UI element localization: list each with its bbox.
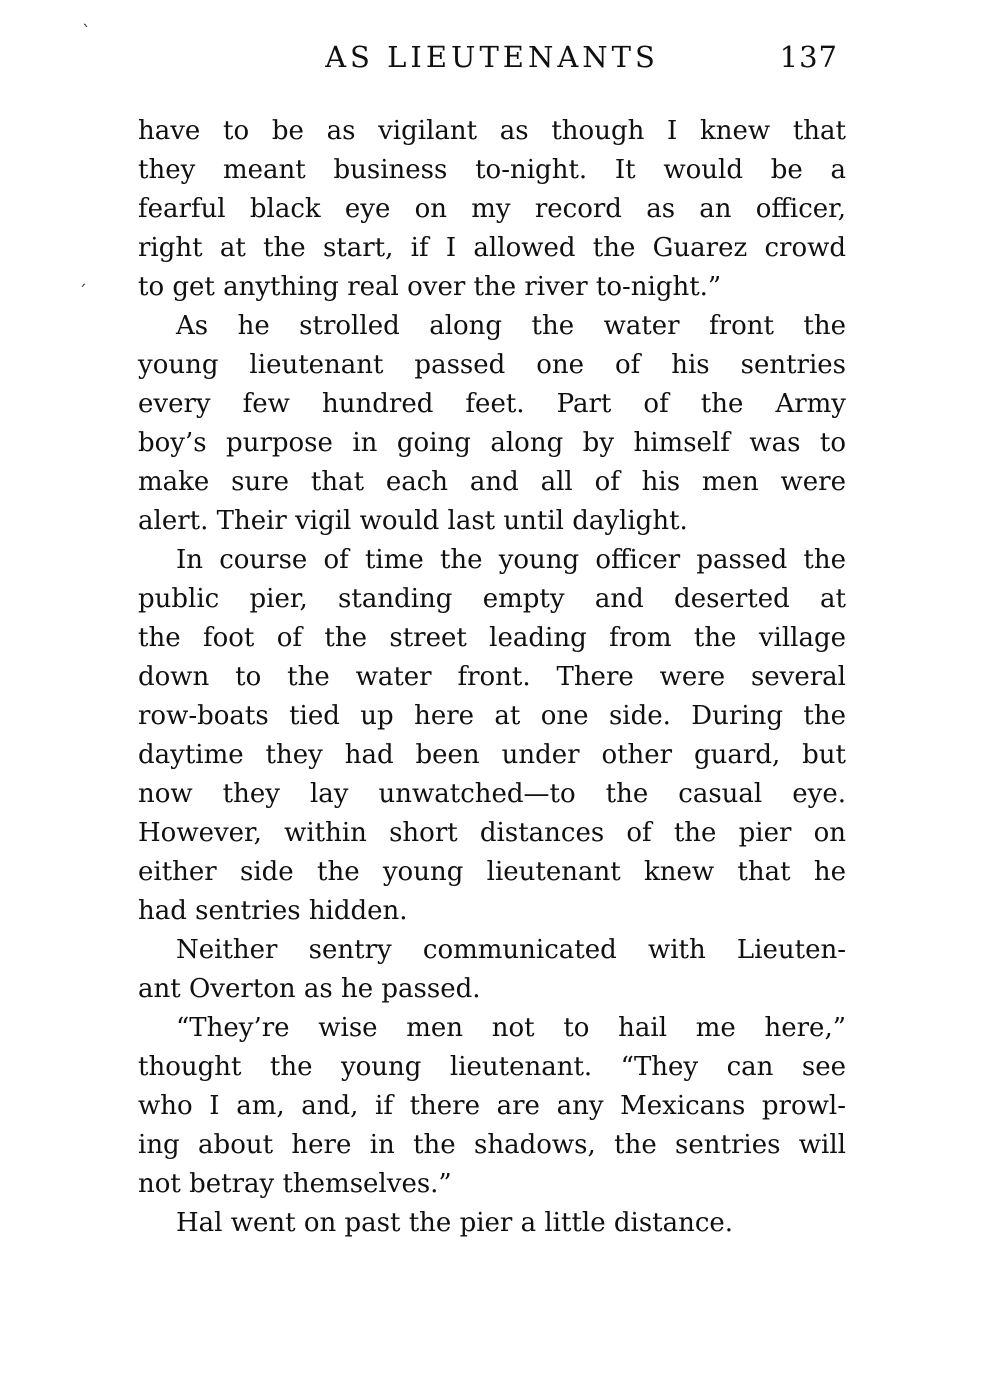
text-line: they meant business to-night. It would be a — [138, 155, 846, 185]
text-line: to get anything real over the river to-night.” — [138, 272, 722, 302]
text-line: right at the start, if I allowed the Guarez crowd — [138, 233, 846, 263]
paragraph — [138, 307, 846, 541]
text-line: the foot of the street leading from the village — [138, 623, 846, 653]
text-line: now they lay unwatched—to the casual eye. — [138, 779, 846, 809]
paragraph — [138, 1204, 846, 1243]
running-title: AS LIEUTENANTS — [325, 40, 659, 74]
text-line: every few hundred feet. Part of the Army — [138, 389, 846, 419]
text-line: had sentries hidden. — [138, 896, 408, 926]
scan-artifact: ´ — [78, 282, 87, 303]
text-line: who I am, and, if there are any Mexicans prowl- — [138, 1091, 846, 1121]
text-line: ant Overton as he passed. — [138, 974, 481, 1004]
text-line: However, within short distances of the pier on — [138, 818, 846, 848]
text-line: “They’re wise men not to hail me here,” — [176, 1013, 846, 1043]
paragraph — [138, 1009, 846, 1204]
text-line: young lieutenant passed one of his sentries — [138, 350, 846, 380]
text-line: make sure that each and all of his men were — [138, 467, 846, 497]
text-line: public pier, standing empty and deserted at — [138, 584, 846, 614]
text-line: daytime they had been under other guard, but — [138, 740, 846, 770]
text-line: not betray themselves.” — [138, 1169, 452, 1199]
text-line: either side the young lieutenant knew that he — [138, 857, 846, 887]
scan-artifact: ` — [82, 22, 91, 43]
text-line: thought the young lieutenant. “They can see — [138, 1052, 846, 1082]
text-line: fearful black eye on my record as an officer, — [138, 194, 846, 224]
text-line: Neither sentry communicated with Lieuten- — [176, 935, 846, 965]
text-line: Hal went on past the pier a little distance. — [176, 1208, 734, 1238]
text-line: In course of time the young officer passed the — [176, 545, 846, 575]
paragraph — [138, 541, 846, 931]
text-line: boy’s purpose in going along by himself was to — [138, 428, 846, 458]
page-number: 137 — [779, 40, 838, 74]
text-line: have to be as vigilant as though I knew that — [138, 116, 846, 146]
body-text — [138, 112, 846, 1243]
text-line: alert. Their vigil would last until daylight. — [138, 506, 688, 536]
text-line: ing about here in the shadows, the sentries will — [138, 1130, 846, 1160]
text-line: As he strolled along the water front the — [176, 311, 846, 341]
text-line: down to the water front. There were several — [138, 662, 846, 692]
paragraph — [138, 931, 846, 1009]
text-line: row-boats tied up here at one side. During the — [138, 701, 846, 731]
paragraph — [138, 112, 846, 307]
page-header — [138, 40, 846, 76]
